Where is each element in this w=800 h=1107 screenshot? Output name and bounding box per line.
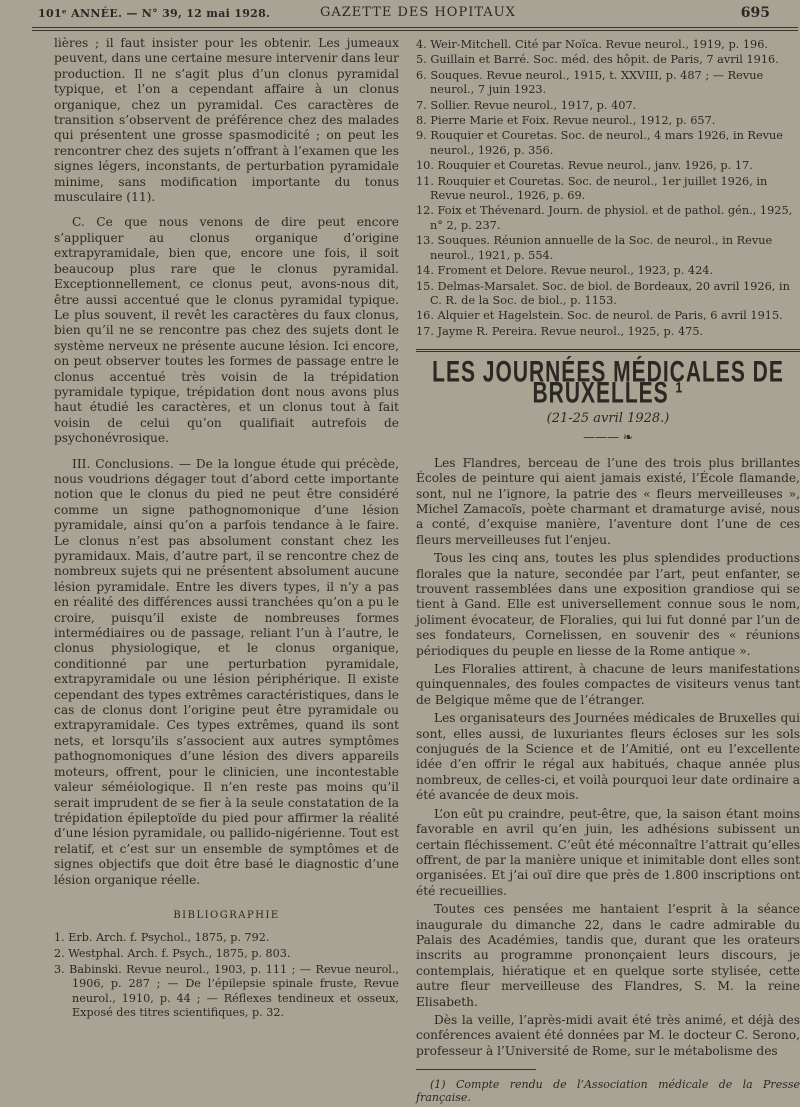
reference-entry: 13. Souques. Réunion annuelle de la Soc. de neurol., in Revue neurol., 1921, p. 554. [416, 234, 773, 262]
paragraph: C. Ce que nous venons de dire peut encore s’appliquer au clonus organique d’origine extrapyramidale, bien que, encore une fois, il soit beaucoup plus rare que le clonus pyramidal. Exceptionnellement, ce clonus peut, avons-nous dit, être aussi accentué que le clonus pyramidal typique. Le plus souvent, il revêt les caractères du faux clonus, bien qu’il ne se rencontre pas chez des sujets dont le système nerveux ne présente aucune lésion. Ici encore, on peut observer toutes les formes de passage entre le clonus accentué très voisin de la trépidation pyramidale typique, trépidation dont nous avons plus haut étudié les caractères, et un clonus tout à fait voisin de celui qu’on qualifiait autrefois de psychonévrosique. [54, 215, 399, 446]
reference-entry: 5. Guillain et Barré. Soc. méd. des hôpit. de Paris, 7 avril 1916. [416, 53, 779, 67]
paragraph: III. Conclusions. — De la longue étude qui précède, nous voudrions dégager tout d’abord cette importante notion que le clonus du pied ne peut être considéré comme un signe pathognomonique d’une lésion pyramidale, ainsi qu’on a parfois tendance à le faire. Le clonus n’est pas absolument constant chez les pyramidaux. Mais, d’autre part, il se rencontre chez de nombreux sujets qui ne présentent absolument aucune lésion pyramidale. Entre les divers types, il n’y a pas en réalité des différences aussi tranchées qu’on a pu le croire, puisqu’il existe de nombreuses formes intermédiaires ou de passage, reliant l’un à l’autre, le clonus physiologique, et le clonus organique, conditionné par une perturbation pyramidale, extrapyramidale ou une lésion périphérique. Il existe cependant des types extrêmes caractéristiques, dans le cas de clonus dont l’origine peut être pyramidale ou extrapyramidale. Ces types extrêmes, quand ils sont nets, et lorsqu’ils s’associent aux autres symptômes pathognomoniques d’une lésion des divers appareils moteurs, offrent, pour le clinicien, une incontestable valeur séméiologique. Il n’en reste pas moins qu’il serait imprudent de se fier à la seule constatation de la trépidation épileptoïde du pied pour affirmer la réalité d’une lésion pyramidale, ou pallido-nigérienne. Tout est relatif, et c’est sur un ensemble de symptômes et de signes objectifs que doit être basé le diagnostic d’une lésion organique réelle. [54, 456, 399, 887]
reference-entry: 10. Rouquier et Couretas. Revue neurol., janv. 1926, p. 17. [416, 159, 753, 173]
reference-entry: 15. Delmas-Marsalet. Soc. de biol. de Bordeaux, 20 avril 1926, in C. R. de la Soc. de biol., p. 1153. [416, 279, 790, 307]
paragraph: Les organisateurs des Journées médicales de Bruxelles qui sont, elles aussi, de luxuriantes fleurs écloses sur les sols conjugués de la Science et de l’Amitié, ont eu l’excellente idée d’en offrir le régal aux habitués, chaque année plus nombreux, de celles-ci, et voilà pourquoi leur date ordinaire a été avancée de deux mois. [416, 711, 800, 803]
paragraph: Les Floralies attirent, à chacune de leurs manifestations quinquennales, des foules compactes de visiteurs venus tant de Belgique même que de l’étranger. [416, 662, 800, 707]
footnote-rule [416, 1069, 536, 1070]
references-list [416, 38, 800, 339]
bibliography-entry: 3. Babinski. Revue neurol., 1903, p. 111 ; — Revue neurol., 1906, p. 287 ; — De l’épilepsie spinale fruste, Revue neurol., 1910, p. 44 ; — Réflexes tendineux et osseux, Exposé des titres scientifiques, p. 32. [54, 962, 399, 1020]
page-number: 695 [740, 5, 770, 21]
bibliography-list [54, 931, 399, 1021]
reference-entry: 12. Foix et Thévenard. Journ. de physiol. et de pathol. gén., 1925, n° 2, p. 237. [416, 204, 793, 232]
bibliography-entry: 1. Erb. Arch. f. Psychol., 1875, p. 792. [54, 931, 270, 945]
article-title: LES JOURNÉES MÉDICALES DE BRUXELLES ¹ [432, 356, 784, 411]
reference-entry: 11. Rouquier et Couretas. Soc. de neurol., 1er juillet 1926, in Revue neurol., 1926, p. 69. [416, 174, 768, 203]
reference-entry: 17. Jayme R. Pereira. Revue neurol., 1925, p. 475. [416, 324, 704, 338]
header-rule [32, 27, 798, 28]
paragraph: Tous les cinq ans, toutes les plus splendides productions florales que la nature, secondée par l’art, peut enfanter, se trouvent rassemblées dans une exposition grandiose qui se tient à Gand. Elle est universellement connue sous le nom, joliment évocateur, de Floralies, qui lui fut donné par l’un de ses fondateurs, Cornelissen, en souvenir des « réunions périodiques du peuple en liesse de la Rome antique ». [416, 551, 800, 658]
paragraph: L’on eût pu craindre, peut-être, que, la saison étant moins favorable en avril qu’en juin, les adhésions subissent un certain fléchissement. C’eût été méconnaître l’attrait qu’elles offrent, de par la manière unique et inimitable dont elles sont organisées. Et j’ai ouï dire que près de 1.800 inscriptions ont été recueillies. [416, 806, 800, 898]
reference-entry: 8. Pierre Marie et Foix. Revue neurol., 1912, p. 657. [416, 114, 716, 128]
issue-info: 101ᵉ ANNÉE. — N° 39, 12 mai 1928. [38, 7, 271, 20]
page-header [0, 0, 800, 28]
article-date: (21-25 avril 1928.) [546, 410, 670, 426]
journal-title: GAZETTE DES HOPITAUX [320, 5, 516, 20]
right-column [416, 38, 800, 1104]
paragraph: Toutes ces pensées me hantaient l’esprit à la séance inaugurale du dimanche 22, dans le cadre admirable du Palais des Académies, tandis que, durant que les orateurs inscrits au programme prononçaient leurs discours, je contemplais, hiératique et en quelque sorte stylisée, cette autre fleur merveilleuse des Flandres, S. M. la reine Elisabeth. [416, 902, 800, 1009]
reference-entry: 16. Alquier et Hagelstein. Soc. de neurol. de Paris, 6 avril 1915. [416, 309, 783, 323]
paragraph: lières ; il faut insister pour les obtenir. Les jumeaux peuvent, dans une certaine mesure intervenir dans leur production. Il ne s’agit plus d’un clonus pyramidal typique, et l’on a cependant affaire à un clonus organique, chez un pyramidal. Ces caractères de transition s’observent de préférence chez des malades qui présentent une grosse spasmodicité ; on peut les rencontrer chez des sujets n’offrant à l’examen que les signes légers, inconstants, de perturbation pyramidale minime, sans modification importante du tonus musculaire (11). [54, 36, 399, 205]
paragraph: Dès la veille, l’après-midi avait été très animé, et déjà des conférences avaient été données par M. le docteur C. Serono, professeur à l’Université de Rome, sur le métabolisme des [416, 1012, 800, 1058]
reference-entry: 4. Weir-Mitchell. Cité par Noïca. Revue neurol., 1919, p. 196. [416, 38, 769, 51]
header-rule-2 [32, 30, 798, 31]
reference-entry: 14. Froment et Delore. Revue neurol., 1923, p. 424. [416, 264, 714, 278]
footnote: (1) Compte rendu de l’Association médicale de la Presse française. [416, 1078, 800, 1105]
flourish-ornament: ——— ❧ [583, 430, 633, 445]
reference-entry: 6. Souques. Revue neurol., 1915, t. XXVIII, p. 487 ; — Revue neurol., 7 juin 1923. [416, 68, 764, 97]
bibliography-heading: BIBLIOGRAPHIE [173, 909, 280, 921]
paragraph: Les Flandres, berceau de l’une des trois plus brillantes Écoles de peinture qui aient jamais existé, l’École flamande, sont, nul ne l’ignore, la patrie des « fleurs merveilleuses », Michel Zamacoïs, poète charmant et dramaturge avisé, nous a conté, d’exquise manière, l’aventure dont l’une de ces fleurs merveilleuses fut l’enjeu. [416, 455, 800, 547]
bibliography-entry: 2. Westphal. Arch. f. Psych., 1875, p. 803. [54, 946, 291, 960]
section-divider [416, 349, 800, 352]
reference-entry: 9. Rouquier et Couretas. Soc. de neurol., 4 mars 1926, in Revue neurol., 1926, p. 356. [416, 129, 783, 157]
left-column [54, 36, 399, 1022]
reference-entry: 7. Sollier. Revue neurol., 1917, p. 407. [416, 98, 637, 112]
